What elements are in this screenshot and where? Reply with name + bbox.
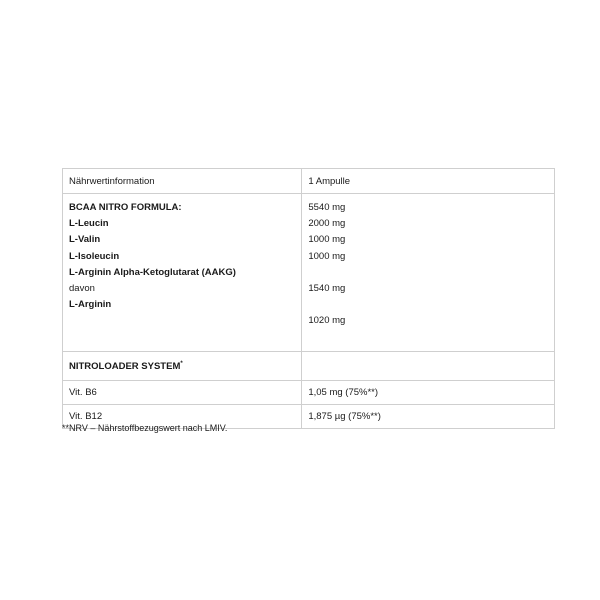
- nitroloader-label: NITROLOADER SYSTEM: [69, 360, 181, 372]
- nitroloader-marker: *: [180, 360, 183, 367]
- leucin-label: L-Leucin: [69, 218, 109, 230]
- bcaa-formula-label: BCAA NITRO FORMULA:: [69, 202, 182, 213]
- valin-label: L-Valin: [69, 234, 101, 246]
- header-label-cell: Nährwertinformation: [63, 169, 302, 194]
- isoleucin-label: L-Isoleucin: [69, 250, 120, 262]
- bcaa-section-row: [63, 194, 555, 352]
- vitamin-b6-label: Vit. B6: [63, 381, 302, 405]
- footnote: **NRV – Nährstoffbezugswert nach LMIV.: [62, 423, 228, 433]
- nitroloader-row: [63, 352, 555, 381]
- aakg-label: L-Arginin Alpha-Ketoglutarat (AAKG): [69, 266, 236, 278]
- nitroloader-amount-cell: [302, 352, 555, 381]
- arginin-label: L-Arginin: [69, 299, 112, 311]
- isoleucin-amount: 1000 mg: [308, 250, 346, 262]
- bcaa-formula-amount: 5540 mg: [308, 202, 346, 213]
- nitroloader-label-cell: [63, 352, 302, 381]
- leucin-amount: 2000 mg: [308, 218, 346, 230]
- davon-amount: 1540 mg: [308, 282, 346, 294]
- table-header-row: [63, 169, 555, 194]
- davon-label: davon: [69, 282, 95, 294]
- vitamin-b12-label: Vit. B12: [63, 405, 302, 429]
- header-amount-cell: 1 Ampulle: [302, 169, 555, 194]
- bcaa-labels-cell: [63, 194, 302, 352]
- bcaa-amounts-cell: [302, 194, 555, 352]
- valin-amount: 1000 mg: [308, 234, 346, 246]
- arginin-amount: 1020 mg: [308, 315, 346, 327]
- vitamin-b6-amount: 1,05 mg (75%**): [302, 381, 555, 405]
- aakg-amount-spacer: [308, 265, 548, 281]
- vitamin-b12-amount: 1,875 µg (75%**): [302, 405, 555, 429]
- arginin-amount-spacer: [308, 297, 548, 313]
- vitamin-b6-row: [63, 381, 555, 405]
- nutrition-table: [62, 168, 555, 429]
